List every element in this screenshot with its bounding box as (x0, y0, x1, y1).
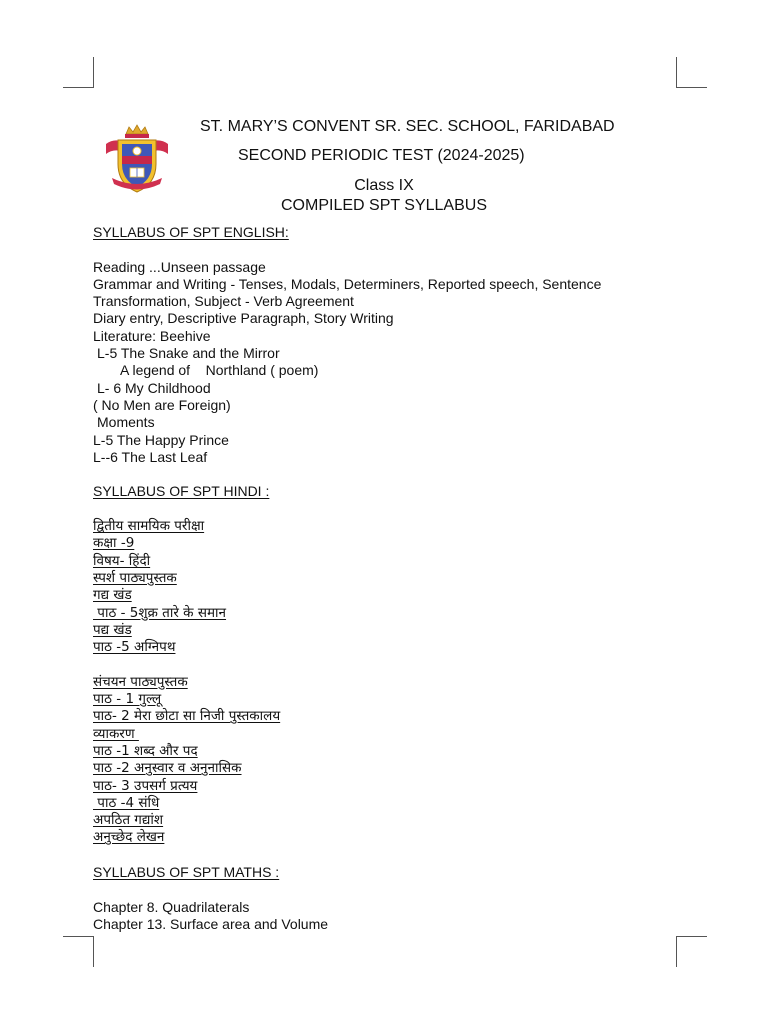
maths-heading: SYLLABUS OF SPT MATHS : (93, 863, 280, 880)
hindi-line: विषय- हिंदी (93, 552, 151, 569)
english-line: Moments (97, 414, 155, 431)
english-line: L-5 The Snake and the Mirror (97, 345, 280, 362)
hindi-line: स्पर्श पाठ्यपुस्तक (93, 569, 177, 586)
hindi-line: पाठ -2 अनुस्वार व अनुनासिक (93, 760, 242, 777)
english-line: Diary entry, Descriptive Paragraph, Story Writing (93, 310, 394, 327)
hindi-line: अपठित गद्यांश (93, 812, 164, 829)
hindi-heading: SYLLABUS OF SPT HINDI : (93, 483, 270, 500)
hindi-line: व्याकरण (93, 725, 139, 742)
english-line: ( No Men are Foreign) (93, 396, 231, 413)
hindi-line: पाठ -4 संधि (93, 794, 160, 811)
english-line: Transformation, Subject - Verb Agreement (93, 293, 354, 310)
hindi-line: द्वितीय सामयिक परीक्षा (93, 518, 205, 535)
english-line: Grammar and Writing - Tenses, Modals, Determiners, Reported speech, Sentence (93, 275, 602, 292)
hindi-line: अनुच्छेद लेखन (93, 829, 165, 846)
crop-mark-top-left (63, 57, 94, 88)
document-title: COMPILED SPT SYLLABUS (281, 197, 487, 214)
hindi-line: संचयन पाठ्यपुस्तक (93, 673, 188, 690)
hindi-line: पाठ - 1 गुल्लू (93, 691, 162, 708)
school-name: ST. MARY’S CONVENT SR. SEC. SCHOOL, FARIDABAD (200, 118, 615, 135)
crop-mark-bottom-right (676, 936, 707, 967)
english-line: Literature: Beehive (93, 327, 211, 344)
hindi-line: कक्षा -9 (93, 535, 135, 552)
maths-line: Chapter 8. Quadrilaterals (93, 898, 250, 915)
english-heading: SYLLABUS OF SPT ENGLISH: (93, 224, 289, 240)
english-line: Reading ...Unseen passage (93, 258, 266, 275)
hindi-line: पाठ- 2 मेरा छोटा सा निजी पुस्तकालय (93, 708, 281, 725)
crop-mark-bottom-left (63, 936, 94, 967)
maths-line: Chapter 13. Surface area and Volume (93, 915, 329, 932)
hindi-line: पाठ - 5शुक्र तारे के समान (93, 604, 227, 621)
english-line: L--6 The Last Leaf (93, 448, 208, 465)
english-line: L- 6 My Childhood (97, 379, 211, 396)
hindi-line: पाठ -5 अग्निपथ (93, 639, 176, 656)
english-line: A legend of Northland ( poem) (120, 362, 319, 379)
crop-mark-top-right (676, 57, 707, 88)
hindi-line: पाठ- 3 उपसर्ग प्रत्यय (93, 777, 198, 794)
test-name: SECOND PERIODIC TEST (2024-2025) (238, 147, 525, 164)
english-line: L-5 The Happy Prince (93, 431, 229, 448)
class-label: Class IX (354, 177, 414, 194)
hindi-line: पाठ -1 शब्द और पद (93, 742, 198, 759)
hindi-line: गद्य खंड (93, 587, 132, 604)
hindi-line: पद्य खंड (93, 621, 132, 638)
syllabus-body (93, 224, 693, 933)
